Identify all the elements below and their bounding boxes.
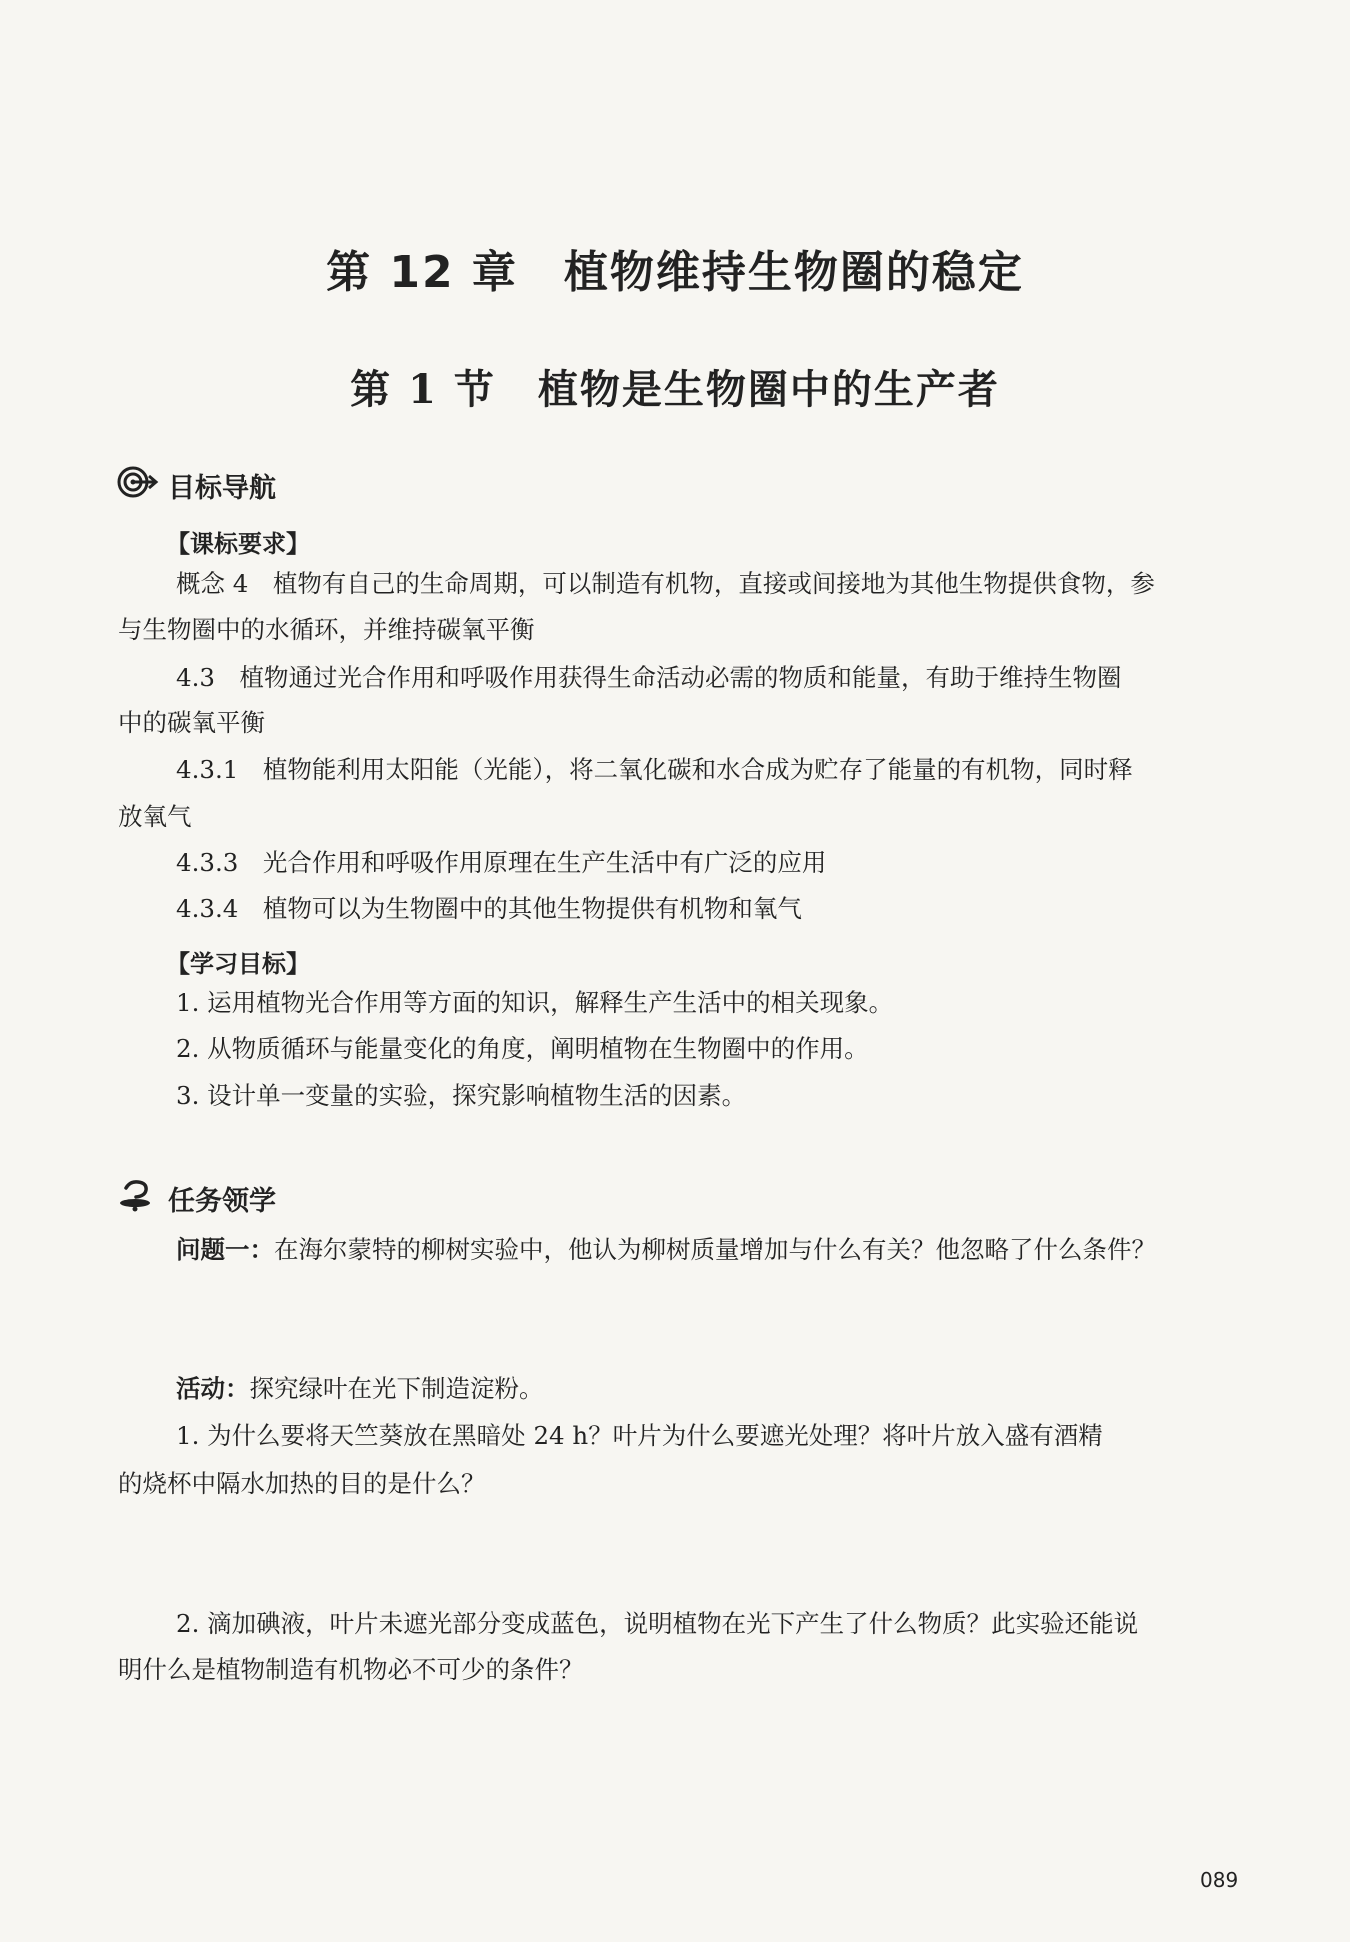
req-4-3-1-line2: 放氧气: [118, 802, 192, 831]
section-title: 第 1 节 植物是生物圈中的生产者: [350, 366, 1000, 413]
page-number: 089: [1200, 1868, 1239, 1892]
req-4-3-3: 4.3.3 光合作用和呼吸作用原理在生产生活中有广泛的应用: [176, 848, 827, 877]
activity-q1-line2: 的烧杯中隔水加热的目的是什么？: [118, 1469, 486, 1498]
req-4-3-1-line1: 4.3.1 植物能利用太阳能（光能），将二氧化碳和水合成为贮存了能量的有机物，同时释: [176, 755, 1133, 784]
concept-4-line2: 与生物圈中的水循环，并维持碳氧平衡: [118, 615, 535, 644]
concept-4-line1: 概念 4 植物有自己的生命周期，可以制造有机物，直接或间接地为其他生物提供食物，参: [176, 569, 1155, 598]
activity-text: 探究绿叶在光下制造淀粉。: [249, 1374, 544, 1403]
activity-q2-line1: 2. 滴加碘液，叶片未遮光部分变成蓝色，说明植物在光下产生了什么物质？此实验还能说: [176, 1609, 1139, 1638]
activity-q1-line1: 1. 为什么要将天竺葵放在黑暗处 24 h？叶片为什么要遮光处理？将叶片放入盛有酒精: [176, 1421, 1103, 1450]
goal-nav-heading: [116, 465, 276, 506]
goal-3: 3. 设计单一变量的实验，探究影响植物生活的因素。: [176, 1081, 747, 1110]
goal-1: 1. 运用植物光合作用等方面的知识，解释生产生活中的相关现象。: [176, 988, 894, 1017]
chapter-title: 第 12 章 植物维持生物圈的稳定: [326, 247, 1024, 298]
question-1: [176, 1235, 1156, 1264]
question-1-lead: 问题一：: [176, 1235, 274, 1264]
curriculum-req-title: 【课标要求】: [166, 530, 310, 558]
goal-nav-heading-text: 目标导航: [168, 473, 276, 504]
learning-goals-title: 【学习目标】: [166, 950, 310, 978]
target-icon: [116, 465, 168, 506]
req-4-3-line2: 中的碳氧平衡: [118, 708, 265, 737]
task-icon: [116, 1178, 168, 1219]
task-learning-heading: [116, 1178, 276, 1219]
req-4-3-line1: 4.3 植物通过光合作用和呼吸作用获得生命活动必需的物质和能量，有助于维持生物圈: [176, 663, 1122, 692]
question-1-text: 在海尔蒙特的柳树实验中，他认为柳树质量增加与什么有关？他忽略了什么条件？: [274, 1235, 1156, 1264]
goal-2: 2. 从物质循环与能量变化的角度，阐明植物在生物圈中的作用。: [176, 1034, 869, 1063]
activity-lead: 活动：: [176, 1374, 250, 1403]
activity: [176, 1374, 544, 1403]
task-learning-heading-text: 任务领学: [168, 1186, 276, 1217]
req-4-3-4: 4.3.4 植物可以为生物圈中的其他生物提供有机物和氧气: [176, 894, 802, 923]
activity-q2-line2: 明什么是植物制造有机物必不可少的条件？: [118, 1655, 584, 1684]
